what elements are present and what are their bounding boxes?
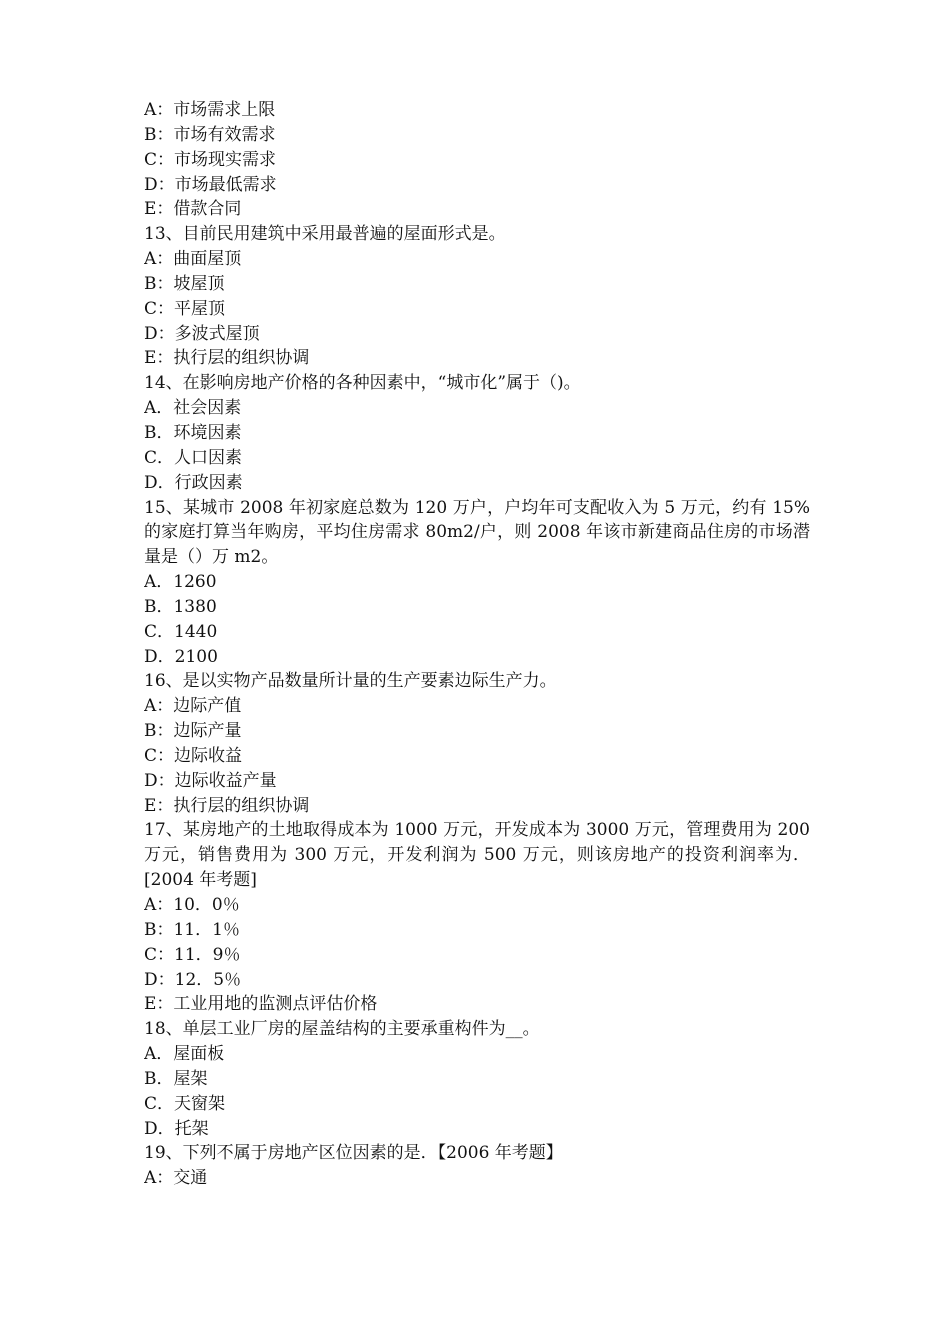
option-line: C：市场现实需求 bbox=[144, 149, 277, 170]
option-line: C：平屋顶 bbox=[144, 298, 226, 319]
option-line: B：11．1％ bbox=[144, 919, 240, 940]
question-16: 16、是以实物产品数量所计量的生产要素边际生产力。 bbox=[144, 671, 557, 692]
option-line: A：边际产值 bbox=[144, 696, 242, 717]
question-14: 14、在影响房地产价格的各种因素中，“城市化”属于（)。 bbox=[144, 373, 581, 394]
question-15: 15、某城市 2008 年初家庭总数为 120 万户，户均年可支配收入为 5 万元，约有 15%的家庭打算当年购房，平均住房需求 80m2/户，则 2008 年该市新建商品住房的市场潜量是（）万 m2。 bbox=[144, 497, 810, 568]
option-line: A．屋面板 bbox=[144, 1044, 225, 1065]
option-line: D．托架 bbox=[144, 1118, 209, 1139]
option-line: A：曲面屋顶 bbox=[144, 249, 242, 270]
option-line: E：执行层的组织协调 bbox=[144, 348, 310, 369]
option-line: B：边际产量 bbox=[144, 721, 242, 742]
option-line: B．环境因素 bbox=[144, 422, 242, 443]
option-line: A：10．0％ bbox=[144, 895, 240, 915]
option-line: D：边际收益产量 bbox=[144, 770, 277, 791]
option-line: B：市场有效需求 bbox=[144, 124, 276, 145]
option-line: C：边际收益 bbox=[144, 745, 243, 766]
option-line: B：坡屋顶 bbox=[144, 273, 225, 294]
option-line: A：交通 bbox=[144, 1168, 208, 1189]
option-line: E：执行层的组织协调 bbox=[144, 795, 310, 816]
option-line: D：市场最低需求 bbox=[144, 174, 277, 195]
option-line: E：工业用地的监测点评估价格 bbox=[144, 994, 378, 1015]
question-19: 19、下列不属于房地产区位因素的是．【2006 年考题】 bbox=[144, 1143, 563, 1164]
option-line: D．2100 bbox=[144, 646, 218, 667]
option-line: A．社会因素 bbox=[144, 398, 242, 419]
option-line: D：12．5％ bbox=[144, 969, 242, 990]
option-line: B．1380 bbox=[144, 596, 217, 617]
option-line: A．1260 bbox=[144, 572, 217, 593]
option-line: B．屋架 bbox=[144, 1068, 208, 1089]
option-line: D．行政因素 bbox=[144, 472, 243, 493]
option-line: C．人口因素 bbox=[144, 447, 243, 468]
option-line: C．天窗架 bbox=[144, 1093, 226, 1114]
option-line: C．1440 bbox=[144, 621, 218, 642]
document-page bbox=[144, 98, 810, 1191]
option-line: E：借款合同 bbox=[144, 199, 242, 220]
option-line: C：11．9％ bbox=[144, 944, 241, 965]
question-18: 18、单层工业厂房的屋盖结构的主要承重构件为__。 bbox=[144, 1019, 540, 1040]
question-17: 17、某房地产的土地取得成本为 1000 万元，开发成本为 3000 万元，管理费用为 200 万元，销售费用为 300 万元，开发利润为 500 万元，则该房地产的投资利润率为．[2004 年考题] bbox=[144, 820, 810, 891]
question-13: 13、目前民用建筑中采用最普遍的屋面形式是。 bbox=[144, 224, 506, 245]
option-line: A：市场需求上限 bbox=[144, 100, 276, 120]
option-line: D：多波式屋顶 bbox=[144, 323, 260, 344]
